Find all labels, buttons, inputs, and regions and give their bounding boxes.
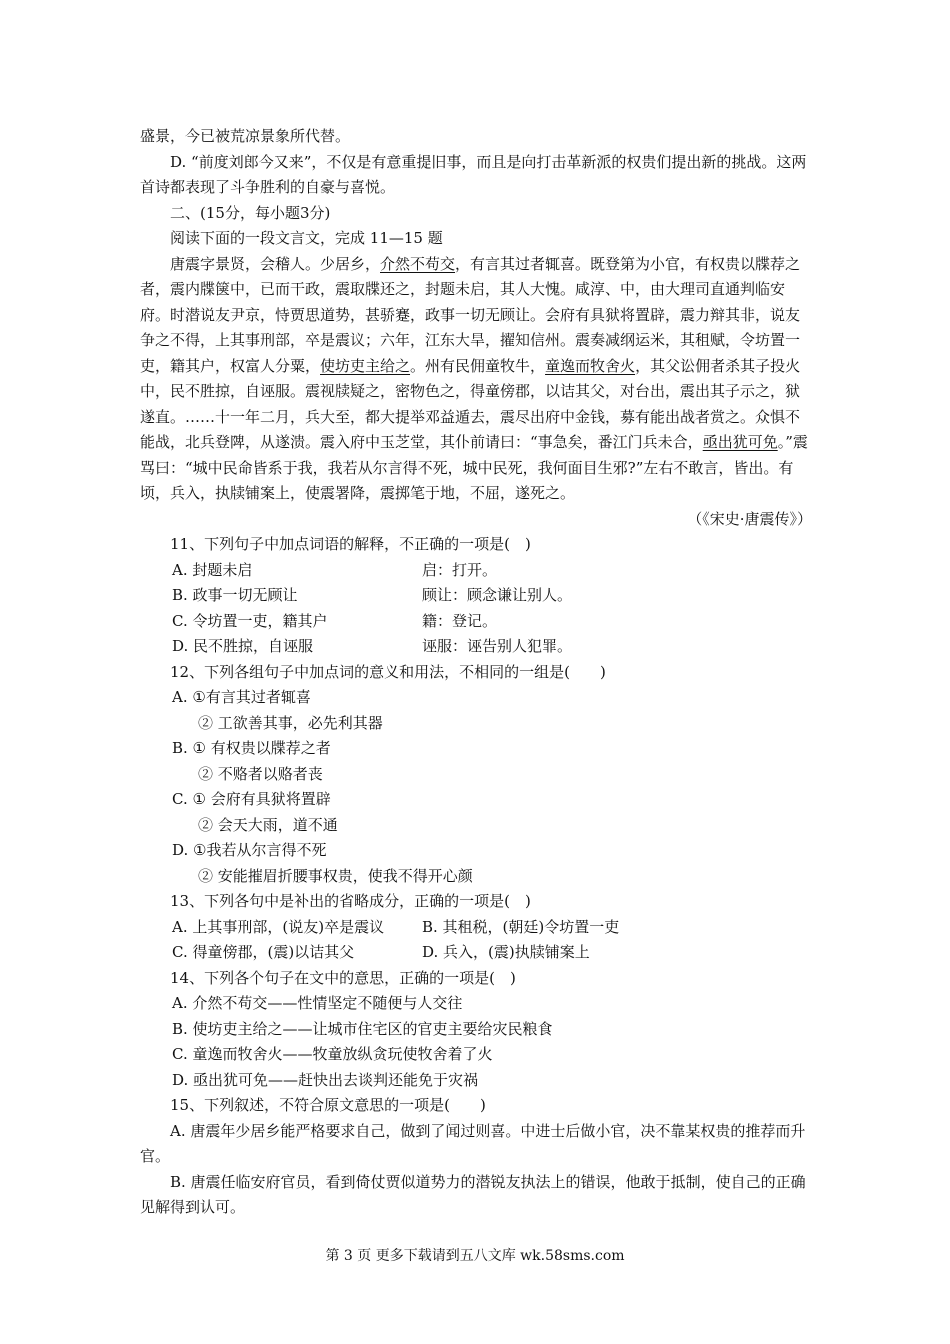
q15-option-b: B. 唐震任临安府官员，看到倚仗贾似道势力的潜锐友执法上的错误，他敢于抵制，使自己的正确见解得到认可。 [140, 1172, 806, 1216]
q11-option-c: C. 令坊置一吏，籍其户 籍：登记。 [172, 611, 498, 630]
q11-option-a: A. 封题未启 启：打开。 [172, 560, 498, 579]
q13-options-cd: C. 得童傍郡，(震)以诘其父 D. 兵入，(震)执牍铺案上 [172, 943, 590, 961]
question-14-stem: 14、下列各个句子在文中的意思，正确的一项是( ) [170, 968, 516, 987]
q15-option-a: A. 唐震年少居乡能严格要求自己，做到了闻过则喜。中进士后做小官，决不靠某权贵的推荐而升官。 [140, 1121, 806, 1165]
q14-option-c: C. 童逸而牧舍火——牧童放纵贪玩使牧舍着了火 [172, 1045, 493, 1063]
question-11-stem: 11、下列句子中加点词语的解释，不正确的一项是( ) [170, 535, 531, 553]
underlined-phrase-4: 亟出犹可免 [702, 433, 778, 451]
underlined-phrase-2: 使坊吏主给之 [320, 356, 411, 375]
q12-option-c-1: C. ① 会府有具狱将置辟 [172, 790, 331, 808]
section-instruction: 阅读下面的一段文言文，完成 11—15 题 [170, 229, 443, 247]
q12-option-d-1: D. ①我若从尔言得不死 [172, 841, 327, 859]
q14-option-b: B. 使坊吏主给之——让城市住宅区的官吏主要给灾民粮食 [172, 1019, 553, 1038]
q12-option-a-1: A. ①有言其过者辄喜 [172, 688, 311, 706]
q14-option-a: A. 介然不苟交——性情坚定不随便与人交往 [172, 994, 463, 1012]
prev-answer-tail: 盛景，今已被荒凉景象所代替。 [140, 127, 351, 145]
underlined-phrase-3: 童逸而牧舍火 [545, 356, 636, 375]
document-body [140, 124, 812, 1221]
option-d-text: D. “前度刘郎今又来”，不仅是有意重提旧事，而且是向打击革新派的权贵们提出新的挑战。这两首诗都表现了斗争胜利的自豪与喜悦。 [140, 152, 807, 196]
q11-option-b: B. 政事一切无顾让 顾让：顾念谦让别人。 [172, 586, 573, 604]
question-15-stem: 15、下列叙述，不符合原文意思的一项是( ) [170, 1096, 486, 1114]
q13-options-ab: A. 上其事刑部，(说友)卒是震议 B. 其租税，(朝廷)令坊置一吏 [172, 917, 620, 936]
section-heading: 二、(15分，每小题3分) [170, 203, 331, 222]
classical-passage: 唐震字景贤，会稽人。少居乡，介然不苟交，有言其过者辄喜。既登第为小官，有权贵以牒荐之者，震内牒箧中，已而干政，震取牒还之，封题未启，其人大愧。咸淳、中，由大理司直通判临安府。时潜说友尹京，恃贾思道势，甚骄蹇，政事一切无顾让。会府有具狱将置辟，震力辩其非，说友争之不得，上其事刑部，卒是震议；六年，江东大旱，擢知信州。震奏减纲运米，其租赋，令坊置一吏，籍其户，权富人分粟，使坊吏主给之。州有民佣童牧牛，童逸而牧舍火，其父讼佣者杀其子投火中，民不胜掠，自诬服。震视牍疑之，密物色之，得童傍郡，以诘其父，对台出，震出其子示之，狱遂直。……十一年二月，兵大至，都大提举邓益遁去，震尽出府中金钱，募有能出战者赏之。众惧不能战，北兵登陴，从遂溃。震入府中玉芝堂，其仆前请曰：“事急矣，番江门兵未合，亟出犹可免。”震骂曰：“城中民命皆系于我，我若从尔言得不死，城中民死，我何面目生邪?”左右不敢言，皆出。有顷，兵入，执牍铺案上，使震署降，震掷笔于地，不屈，遂死之。 [140, 254, 808, 502]
q12-option-a-2: ② 工欲善其事，必先利其器 [198, 713, 383, 732]
question-12-stem: 12、下列各组句子中加点词的意义和用法，不相同的一组是( ) [170, 662, 606, 681]
q12-option-b-2: ② 不赂者以赂者丧 [198, 764, 323, 783]
q11-option-d: D. 民不胜掠，自诬服 诬服：诬告别人犯罪。 [172, 637, 573, 655]
q14-option-d: D. 亟出犹可免——赶快出去谈判还能免于灾祸 [172, 1070, 479, 1089]
q12-option-d-2: ② 安能摧眉折腰事权贵，使我不得开心颜 [198, 866, 473, 885]
question-13-stem: 13、下列各句中是补出的省略成分，正确的一项是( ) [170, 892, 531, 910]
page-footer: 第 3 页 更多下载请到五八文库 wk.58sms.com [325, 1248, 625, 1264]
q12-option-b-1: B. ① 有权贵以牒荐之者 [172, 739, 331, 757]
passage-source: （《宋史·唐震传》） [687, 509, 812, 528]
underlined-phrase-1: 介然不苟交 [380, 254, 456, 273]
q12-option-c-2: ② 会天大雨，道不通 [198, 815, 338, 834]
